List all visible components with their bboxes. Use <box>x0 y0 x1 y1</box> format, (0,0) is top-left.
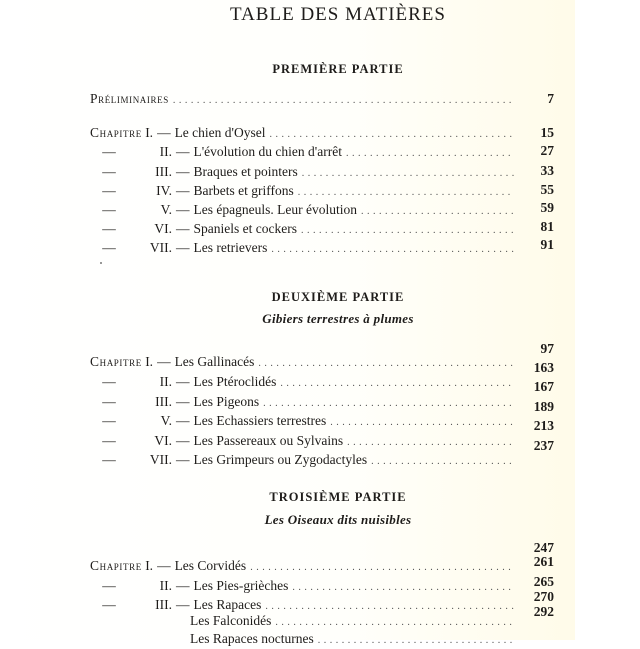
page-number: 97 <box>540 341 554 356</box>
toc-entry[interactable] <box>90 558 514 576</box>
em-dash: — <box>176 597 190 612</box>
toc-entry[interactable] <box>90 578 514 596</box>
chapter-number: III. <box>155 164 172 179</box>
page-number: 265 <box>533 574 554 589</box>
em-dash: — <box>176 394 190 409</box>
chapter-title: Le chien d'Oysel <box>174 125 266 140</box>
page-number: 213 <box>533 418 554 433</box>
em-dash: — <box>176 413 190 428</box>
dot-leader <box>250 562 514 573</box>
page-number: 167 <box>533 379 554 394</box>
em-dash: — <box>176 240 190 255</box>
toc-entry[interactable] <box>90 452 514 470</box>
page-number: 55 <box>540 182 554 197</box>
em-dash: — <box>157 125 171 140</box>
page-number: 59 <box>540 200 554 215</box>
em-dash: — <box>157 558 171 573</box>
entry-label: Préliminaires <box>90 91 169 106</box>
ditto-dash: — <box>102 452 116 467</box>
chapter-number: V. <box>160 202 172 217</box>
toc-entry[interactable] <box>90 433 514 451</box>
ditto-dash: — <box>102 240 116 255</box>
chapter-title: Les Echassiers terrestres <box>193 413 327 428</box>
ditto-dash: — <box>102 597 116 612</box>
dot-leader <box>371 456 514 467</box>
dot-leader <box>301 225 514 236</box>
em-dash: — <box>176 183 190 198</box>
toc-entry[interactable] <box>90 164 514 182</box>
em-dash: — <box>157 354 171 369</box>
chapter-title: Spaniels et cockers <box>193 221 297 236</box>
dot-leader <box>361 206 514 217</box>
ditto-dash: — <box>102 374 116 389</box>
page-number: 91 <box>540 237 554 252</box>
dot-leader <box>318 635 514 646</box>
dot-leader <box>173 95 514 106</box>
chapter-title: L'évolution du chien d'arrêt <box>193 144 342 159</box>
page-number: 237 <box>533 438 554 453</box>
chapter-number: II. <box>159 374 172 389</box>
toc-entry[interactable] <box>90 125 514 143</box>
chapter-number: V. <box>160 413 172 428</box>
ditto-dash: — <box>102 413 116 428</box>
toc-entry[interactable] <box>90 144 514 162</box>
chapter-number: VII. <box>149 452 172 467</box>
dot-leader <box>298 187 514 198</box>
dot-leader <box>275 617 514 628</box>
chapter-number: II. <box>159 578 172 593</box>
dot-leader <box>302 168 514 179</box>
chapter-title: Les Ptéroclidés <box>193 374 277 389</box>
chapter-title: Les Corvidés <box>174 558 247 573</box>
page-number: 163 <box>533 360 554 375</box>
chapter-title: Les retrievers <box>193 240 268 255</box>
ditto-dash: — <box>102 221 116 236</box>
dot-leader <box>346 148 514 159</box>
em-dash: — <box>176 578 190 593</box>
ditto-dash: — <box>102 433 116 448</box>
page-number: 7 <box>547 91 554 106</box>
chapter-number: III. <box>155 394 172 409</box>
page-number: 15 <box>540 125 554 140</box>
em-dash: — <box>176 452 190 467</box>
toc-entry[interactable] <box>90 202 514 220</box>
toc-entry[interactable] <box>90 221 514 239</box>
chapter-number: VI. <box>154 221 172 236</box>
page-number: 261 <box>533 554 554 569</box>
part-subtitle-2: Gibiers terrestres à plumes <box>262 311 414 326</box>
toc-entry[interactable] <box>90 354 514 372</box>
chapter-number: I. <box>145 558 154 573</box>
em-dash: — <box>176 144 190 159</box>
part-subtitle-3: Les Oiseaux dits nuisibles <box>264 512 412 527</box>
chapter-prefix: Chapitre <box>90 558 142 573</box>
chapter-number: I. <box>145 354 154 369</box>
ink-speck <box>100 262 102 264</box>
page-number: 247 <box>533 540 554 555</box>
toc-entry[interactable] <box>90 183 514 201</box>
dot-leader <box>347 437 514 448</box>
ditto-dash: — <box>102 183 116 198</box>
ditto-dash: — <box>102 144 116 159</box>
subentry-title: Les Falconidés <box>190 613 272 628</box>
chapter-title: Les Pies-grièches <box>193 578 289 593</box>
em-dash: — <box>176 374 190 389</box>
ditto-dash: — <box>102 394 116 409</box>
chapter-number: III. <box>155 597 172 612</box>
page-number: 292 <box>533 604 554 619</box>
dot-leader <box>269 129 514 140</box>
ditto-dash: — <box>102 164 116 179</box>
chapter-number: II. <box>159 144 172 159</box>
toc-subentry[interactable] <box>190 631 514 649</box>
em-dash: — <box>176 164 190 179</box>
dot-leader <box>280 378 514 389</box>
dot-leader <box>292 582 514 593</box>
chapter-title: Les Grimpeurs ou Zygodactyles <box>193 452 368 467</box>
part-heading-1: PREMIÈRE PARTIE <box>272 62 404 76</box>
chapter-number: VI. <box>154 433 172 448</box>
page-number: 81 <box>540 219 554 234</box>
toc-subentry[interactable] <box>190 613 514 631</box>
chapter-title: Les épagneuls. Leur évolution <box>193 202 357 217</box>
page-number: 27 <box>540 143 554 158</box>
em-dash: — <box>176 202 190 217</box>
toc-entry[interactable] <box>90 413 514 431</box>
dot-leader <box>263 398 514 409</box>
toc-entry[interactable] <box>90 374 514 392</box>
subentry-title: Les Rapaces nocturnes <box>190 631 314 646</box>
part-heading-2: DEUXIÈME PARTIE <box>271 290 405 304</box>
dot-leader <box>265 601 514 612</box>
toc-entry[interactable] <box>90 240 514 258</box>
ditto-dash: — <box>102 202 116 217</box>
em-dash: — <box>176 433 190 448</box>
chapter-number: VII. <box>149 240 172 255</box>
chapter-prefix: Chapitre <box>90 125 142 140</box>
em-dash: — <box>176 221 190 236</box>
page-title: TABLE DES MATIÈRES <box>230 4 446 25</box>
chapter-number: I. <box>145 125 154 140</box>
chapter-title: Barbets et griffons <box>193 183 294 198</box>
page-number: 189 <box>533 399 554 414</box>
chapter-title: Les Gallinacés <box>174 354 255 369</box>
chapter-title: Les Pigeons <box>193 394 260 409</box>
ditto-dash: — <box>102 578 116 593</box>
chapter-title: Braques et pointers <box>193 164 298 179</box>
chapter-title: Les Passereaux ou Sylvains <box>193 433 344 448</box>
page-number: 33 <box>540 163 554 178</box>
page-number: 270 <box>533 589 554 604</box>
chapter-title: Les Rapaces <box>193 597 262 612</box>
toc-entry-preliminaires[interactable] <box>90 91 514 109</box>
dot-leader <box>258 358 514 369</box>
chapter-prefix: Chapitre <box>90 354 142 369</box>
dot-leader <box>330 417 514 428</box>
dot-leader <box>271 244 514 255</box>
part-heading-3: TROISIÈME PARTIE <box>269 490 407 504</box>
toc-entry[interactable] <box>90 394 514 412</box>
chapter-number: IV. <box>156 183 172 198</box>
